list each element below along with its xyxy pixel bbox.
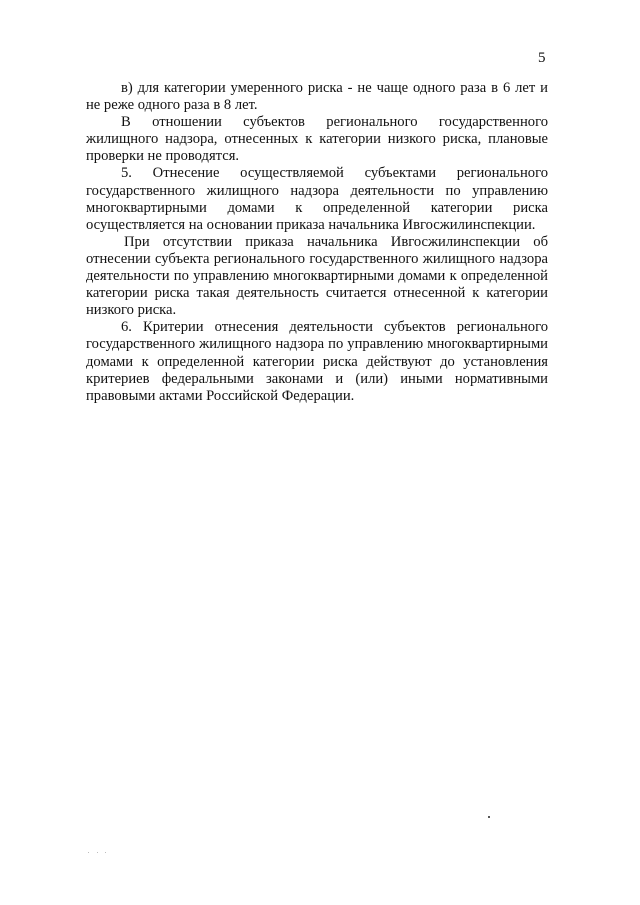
paragraph-item-5-risk-assignment: 5. Отнесение осуществляемой субъектами регионального государственного жилищного надзора деятельности по управлению многоквартирными домами к определенной категории риска осуществляется на основании приказа начальника Ивгосжилинспекции.: [86, 165, 548, 233]
scan-artifact-specks: [88, 852, 112, 854]
page-number: 5: [538, 50, 546, 66]
paragraph-item-6-criteria-validity: 6. Критерии отнесения деятельности субъектов регионального государственного жилищного надзора по управлению многоквартирными домами к определенной категории риска действуют до установления критериев федеральными законами и (или) иными нормативными правовыми актами Российской Федерации.: [86, 319, 548, 404]
paragraph-low-risk-no-inspections: В отношении субъектов регионального государственного жилищного надзора, отнесенных к категории низкого риска, плановые проверки не проводятся.: [86, 114, 548, 165]
scan-artifact-dot: [488, 816, 490, 818]
paragraph-moderate-risk-frequency: в) для категории умеренного риска - не чаще одного раза в 6 лет и не реже одного раза в 8 лет.: [86, 80, 548, 114]
document-body: [86, 80, 548, 405]
paragraph-absence-of-order: При отсутствии приказа начальника Ивгосжилинспекции об отнесении субъекта регионального государственного жилищного надзора деятельности по управлению многоквартирными домами к определенной категории риска такая деятельность считается отнесенной к категории низкого риска.: [86, 233, 548, 319]
